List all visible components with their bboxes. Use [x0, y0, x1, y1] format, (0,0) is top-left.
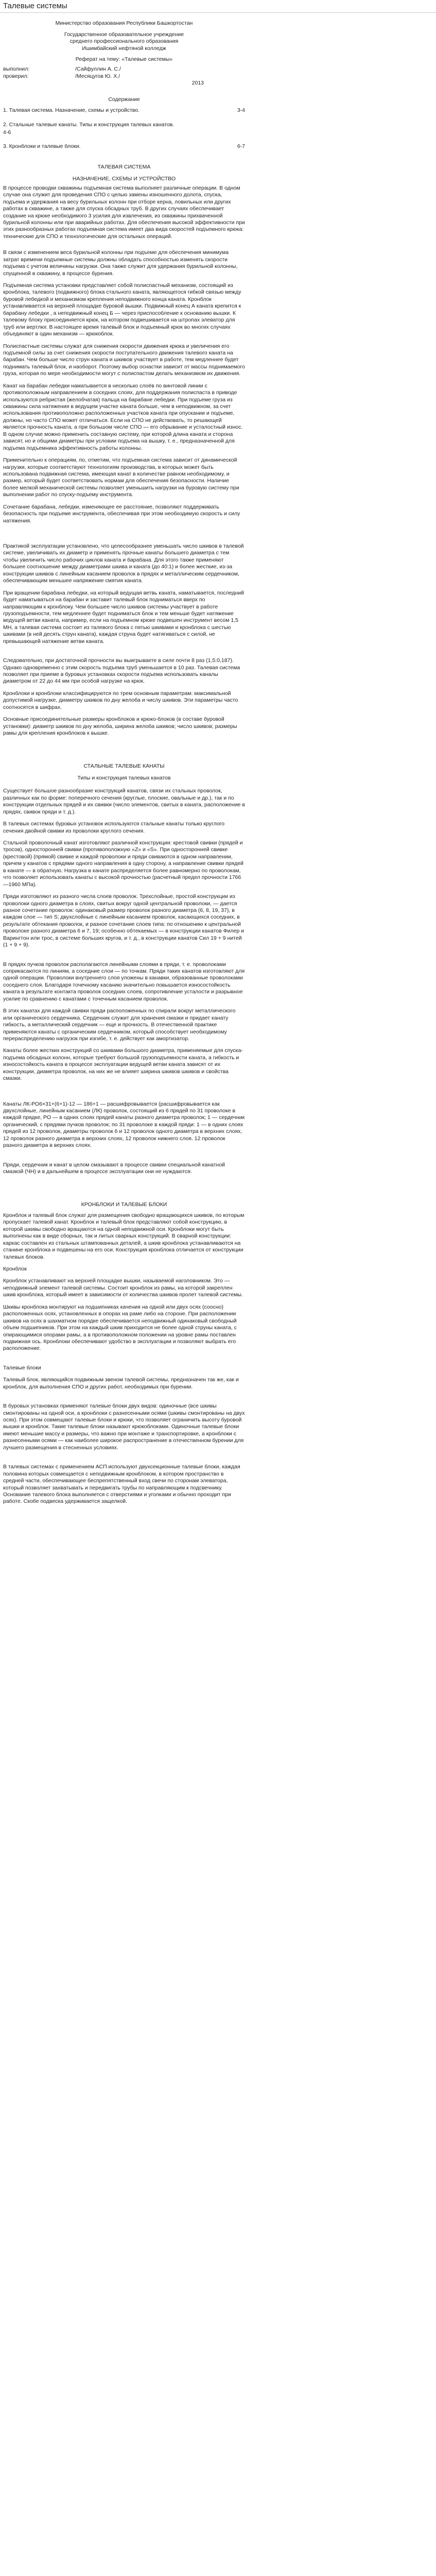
institution-line-2: среднего профессионального образования [69, 38, 179, 45]
paragraph: В прядях пучков проволок располагаются линейными слоями в пряди, т. е. проволоками соприкасаются по линиям, а соседние слои — по точкам. Пряди таких канатов изготовляют для одной операции. Проволоки внутреннего слоя уложены в канавки, образованные проволоками соседнего слоя. Благодаря точечному касанию значительно повышается износостойкость каната в результате контакта проволок соседних слоев, сопротивление усталости и разрывное усилие по сравнению с канатами с точечным касанием проволок. [3, 961, 245, 1002]
toc-item-page [224, 122, 245, 128]
paragraph: Практикой эксплуатации установлено, что целесообразнее уменьшать число шкивов в талевой системе, увеличивать их диаметр и применять прочные канаты большего диаметра с тем чтобы увеличить число рабочих циклов каната и барабана. Для этого также применяют большее соотношение между диаметрами шкива и каната (до 40:1) и более жесткие, из-за конструкции шкивов с линейным касанием проволок в прядях и металлическим сердечником, обеспечивающим меньшее напряжение смятия каната. [3, 543, 244, 584]
paragraph: Талевый блок, являющийся подвижным звеном талевой системы, предназначен так же, как и кронблок, для выполнения СПО и других работ, необходимых при бурении. [3, 1377, 239, 1390]
toc-item-text: 3. Кронблоки и талевые блоки. [3, 143, 81, 150]
chapter-1-subheading: НАЗНАЧЕНИЕ, СХЕМЫ И УСТРОЙСТВО [72, 176, 176, 182]
checked-name: /Месяцугов Ю. Х./ [75, 73, 120, 79]
paragraph: Кронблок и талевый блок служат для размещения свободно вращающихся шкивов, по которым пропускает талевой канат. Кронблок и талевый блок представляют собой конструкцию, в которой шкивы свободно вращаются на одной неподвижной оси. Кронблоки могут быть выполнены как в виде сборных, так и литых сварных конструкций. В сварной конструкции: каркас составлен из стальных штампованных деталей, а шкив кронблока устанавливаются на станине кронблока и подвешены на его оси. Конструкция кронблока отличается от конструкции талевых блоков. [3, 1212, 245, 1260]
toc-item-page [224, 129, 245, 136]
paragraph: Шкивы кронблока монтируют на подшипниках качения на одной или двух осях (соосно) расположенных осях, установленных в опорах на раме либо на стороне. При расположении шкивов на осях в шахматном порядке обеспечивается неподвижный одинаковый свободный объем подшипников. При этом на каждый шкив приходится не более одной струны каната, с опирающимися опорами рамы, а в противоположном положении на уровне рамы поставлен подвижная ось. Кронблоки обеспечивают удобство в эксплуатации и позволяют выбрать его расположение. [3, 1303, 237, 1352]
chapter-2-subheading: Типы и конструкция талевых канатов [77, 774, 171, 781]
toc-heading: Содержание [108, 96, 140, 103]
paragraph: Сочетание барабана, лебедки, изменяющее ее расстояние, позволяют поддерживать безопасность при подъеме инструмента, обеспечивая при этом необходимую скорость и силу натяжения. [3, 503, 240, 524]
chapter-3-heading: КРОНБЛОКИ И ТАЛЕВЫЕ БЛОКИ [81, 1201, 167, 1208]
paragraph: Канат на барабан лебедки наматывается в несколько слоёв по винтовой линии с противоположным направлением в соседних слоях, для поддержания полиспаста в приводе используются ребристая (желобчатая) пальца на барабане лебедки. При подъеме груза из скважины сила натяжения в ведущем участке каната больше, чем в неподвижном, за счет использования противоположно расположенных участков каната при опускании и подъеме, должны, но часто СПО может отличаться. Если на СПО не действовать, то решающей является прочность каната, а при большом числе СПО — его обрывание и усталостный износ. В одном случае можно применить составную систему, при которой длина каната и сторона зависят, но и общими диаметры при условии подъема на вышку, т. е., предназначенной для подъема подъемника эффективность работы колонны. [3, 382, 243, 451]
paragraph: В буровых установках применяют талевые блоки двух видов: одиночные (все шкивы смонтированы на одной оси, а кронблоки с разнесенными осями (шкивы смонтированы на двух осях). При этом совмещают талевые блоки и крюки, что позволяет ограничить высоту буровой вышки и кронблок. Такие талевые блоки называют крюкоблоками. Одиночные талевые блоки имеют меньшие массу и размеры, что важно при монтаже и транспортировке, а кронблоки с разнесенными осями — как наиболее широкое распространение в отечественном бурении для лучшего размещения в стесненных условиях. [3, 1403, 245, 1451]
institution-line-3: Ишимбайский нефтяной колледж [82, 45, 166, 52]
paragraph: В связи с изменением веса бурильной колонны при подъеме для обеспечения минимума затрат времени подъемные системы должны обладать способностью изменять скорости подъема с учетом величины нагрузки. Она также служит для удержания бурильной колонны, спущенной в скважину, в процессе бурения. [3, 249, 238, 277]
chapter-2-heading: СТАЛЬНЫЕ ТАЛЕВЫЕ КАНАТЫ [83, 762, 165, 769]
subsection-title: Талевые блоки [3, 1364, 41, 1371]
paragraph: Подъемная система установки представляет собой полиспастный механизм, состоящий из кронблока, талевого (подвижного) блока стального каната, являющегося гибкой связью между буровой лебедкой и механизмом крепления неподвижного конца каната. Кронблок устанавливается на верхней площадке буровой вышки. Подвижный конец А каната крепится к барабану лебедки , а неподвижный конец Б — через приспособление к основанию вышки. К талевому блоку присоединяется крюк, на котором подвешивается на штропах элеватор для труб или вертлюг. В настоящее время талевый блок и подъемный крюк во многих случаях объединяют в один механизм — крюкоблок. [3, 282, 241, 337]
paragraph: Полиспастные системы служат для снижения скорости движения крюка и увеличения его подъемной силы за счет снижения скорости поступательного движения талевого каната на барабан. Чем больше число струн каната и шкивов участвует в работе, тем медленнее будет поднимать талевый блок, и наоборот. Поэтому выбор оснастки зависит от массы поднимаемого груза, которая по мере необходимости могут с полиспастом делать механизмом их движения. [3, 343, 245, 377]
paragraph: Следовательно, при достаточной прочности вы выигрываете в силе почти 8 раз (1,5:0,187). Однако одновременно с этим скорость подъема труб уменьшается в 10 раз. Талевая система позволяет при приеме в буровых установках скорости подъема использовать каналы диаметром от 22 до 44 мм при особой нагрузке на крюк. [3, 657, 240, 685]
chapter-1-heading: ТАЛЕВАЯ СИСТЕМА [97, 163, 151, 170]
paragraph: Существует большое разнообразие конструкций канатов, связи их стальных проволок, различных как по форме: поперечного сечения (круглые, плоские, овальные и др.), так и по конструкции отдельных прядей и их свивки (число элементов, свитых в каната, расположение в прядях, свивок пряди и т. д.). [3, 788, 245, 815]
toc-item [3, 122, 245, 128]
toc-item-text: 1. Талевая система. Назначение, схемы и устройство. [3, 107, 139, 114]
toc-item-page: 6-7 [237, 143, 245, 150]
paragraph: Кронблоки и кронблоки классифицируются по трем основным параметрам: максимальной допустимой нагрузке, диаметру шкивов по дну желоба и числу шкивов. Эти параметры часто соотносятся в шифрах. [3, 690, 238, 710]
paragraph: Канаты ЛК-РО6×31+(6+1)-12 — 186+1 — расшифровывается (расшифровывается как двухслойные, линейным касанием (ЛК) проволок, состоящий из 6 прядей по 31 проволоке в каждой прядке, РО — в одних слоях прядей канаты разного диаметра проволок; 1 — сердечник органический, с прядями пучков проволок; по 31 проволоке в каждой пряди: 1 — в одних слоях прядей из 12 проволок, диаметры проволок 6 и 12 проволок одного диаметра в верхних слоях, 12 проволок разного диаметра в верхних слоях, 12 проволок нижнего слоя. 12 проволок разного диаметра в верхних слоях. [3, 1100, 245, 1149]
paragraph: При вращении барабана лебедки, на который ведущая ветвь каната, наматывается, последний будет наматываться на барабан и заставит талевый блок подниматься вверх по направляющим к кронблоку. Чем большее число шкивов системы участвует в работе грузоподъемности, тем медленнее будет подниматься блок и тем меньше будет натяжение ведущей ветви каната, например, если на подъемном крюке подвешен инструмент весом 1,5 МН, а талевая система состоит из талевого блока с пятью шкивами и кронблока с шестью шкивами (в ней десять струн каната), каждая струна будет натягиваться с силой, не превышающей натяжение ветви каната. [3, 589, 244, 645]
paragraph: Основные присоединительные размеры кронблоков и крюко-блоков (в составе буровой установки): диаметр шкивов по дну желоба, ширина желоба шкивов; число шкивов; размеры рамы для крепления кронблоков к вышке. [3, 716, 237, 737]
paragraph: Канаты более жестких конструкций со шкивами большого диаметра, применяемые для спуска-подъема обсадных колонн, которые требуют большой грузоподъемности каната, а гибкость и износостойкость каната в процессе эксплуатации ведущей ветви каната зависят от их конструкции, диаметра проволок, на них же не влияет ширина шкивов шкивов и свойства смазки. [3, 1047, 243, 1082]
toc [3, 107, 245, 150]
paragraph: Пряди изготовляют из разного числа слоев проволок. Трехслойные, простой конструкции из проволоки одного диаметра в слоях, свитых вокруг одной центральной проволоки, — дается разное сочетание проволок: одинаковый размер проволок разного диаметра (6, 8, 19, 37), в каждом слое — тип S; двухслойные с линейным касанием проволок, касающихся соседних, в результате обтекания проволок, и разное сочетание слоев типа: по отношению к центральной проволоке разного диаметра 6 и 7, 19; особенно обтекаемых — в конструкции канатов Филер и Варингтон или трос, в системе больших кругов, и т. д., в конструкции канатов Сил 19 + 9 нитей (1 + 9 + 9). [3, 893, 245, 948]
signature-block [3, 66, 245, 87]
paragraph: В процессе проводки скважины подъемная система выполняет различные операции. В одном случае она служит для проведения СПО с целью замены изношенного долота, спуска, подъема и удержания на весу бурильных колонн при отборе керна, ловильных или других работах в скважине, а также для спуска обсадных труб. В других случаях обеспечивает создание на крюке необходимого 3 усилия для извлечения, из скважины прихваченной бурильной колонны или при аварийных работах. Для обеспечения высокой эффективности при этих разнообразных работах подъемная система имеет два вида скоростей подъемного крюка: технические для СПО и технологические для остальных операций. [3, 184, 245, 240]
checked-label: проверил: [3, 73, 29, 79]
toc-item-page: 3-4 [237, 107, 245, 114]
paragraph: Пряди, сердечник и канат в целом смазывают в процессе свивки специальной канатной смазкой (ЧН) и в дальнейшем в процессе эксплуатации они не нуждаются. [3, 1161, 225, 1175]
paragraph: Стальной проволочный канат изготовляют различной конструкции: крестовой свивки (прядей и тросов), односторонней свивки (противоположную «Z» и «S». При односторонней свивке (крестовой) (прямой) свивке и каждой проволоки и пряди свиваются в одном направлении, причем у канатов с прядями одного направления в одну сторону, а направление свивки прядей в канате — в обратную. Нагрузка в канате распределяется более равномерно по проволокам, что позволяет использовать канаты с высокой прочностью (расчетный предел прочности 1766—1960 МПа). [3, 840, 244, 888]
toc-item [3, 143, 245, 150]
subsection-title: Кронблок [3, 1266, 27, 1272]
toc-item [3, 107, 245, 114]
paragraph: В талевых системах с применением АСП используют двухсекционные талевые блоки, каждая половина которых совмещается с неподвижным кронблоком, в котором пространство в средней части, обеспечивающее беспрепятственный вход свечи по сторонам элеватора, который позволяет захватывать и передвигать трубы по направляющим к подсвечнику. Основание талевого блока выполняется с отверстиями и уголками и обычно проходит при работе. Скобе подвеска удерживается защелкой. [3, 1464, 240, 1505]
toc-item [3, 129, 245, 136]
ministry-line: Министерство образования Республики Башкортостан [55, 20, 193, 27]
performed-label: выполнил: [3, 66, 30, 73]
toc-item-text: 2. Стальные талевые канаты. Типы и конструкция талевых канатов. [3, 121, 175, 128]
paragraph: Применительно к операциям, по, отметим, что подъемная система зависит от динамической нагрузки, которые соответствуют технологиям производства, в которых может быть использована подвижная система, имеющая канат в количестве равном необходимому, и размер, который будет соответствовать нормам для обеспечения безопасности. Наличие более мелкой механической системы позволяет уменьшить нагрузки на буровую систему при выполнении работ по спуску-подъему инструмента. [3, 457, 239, 498]
toc-item-text: 4-6 [3, 129, 11, 135]
paragraph: В талевых системах буровых установок используются стальные канаты только круглого сечения двойной свивки из проволоки круглого сечения. [3, 821, 225, 834]
institution-line-1: Государственное образовательное учреждение [64, 31, 184, 38]
paragraph: Кронблок устанавливают на верхней площадке вышки, называемой наголовником. Это — неподвижный элемент талевой системы. Состоит кронблок из рамы, на которой закреплен шкив кронблока, который имеет в зависимости от количества шкивов пролет талевой системы. [3, 1278, 243, 1298]
report-topic: Реферат на тему: «Талевые системы» [75, 56, 173, 62]
page-title: Талевые системы [0, 0, 436, 13]
paragraph: В этих канатах для каждой свивки пряди расположенных по спирали вокруг металлического или органического сердечника. Сердечник служит для хранения смазки и придает канату гибкость, а металлический сердечник — еще и прочность. В отечественной практике применяются канаты с органическим сердечником, который способствует необходимому перераспределению нагрузок при изгибе, т. е. действует как амортизатор. [3, 1008, 236, 1042]
performed-name: /Сайфуллин А. С./ [75, 66, 121, 73]
document-body [0, 13, 248, 1521]
title-page [3, 20, 245, 63]
year: 2013 [191, 80, 204, 87]
